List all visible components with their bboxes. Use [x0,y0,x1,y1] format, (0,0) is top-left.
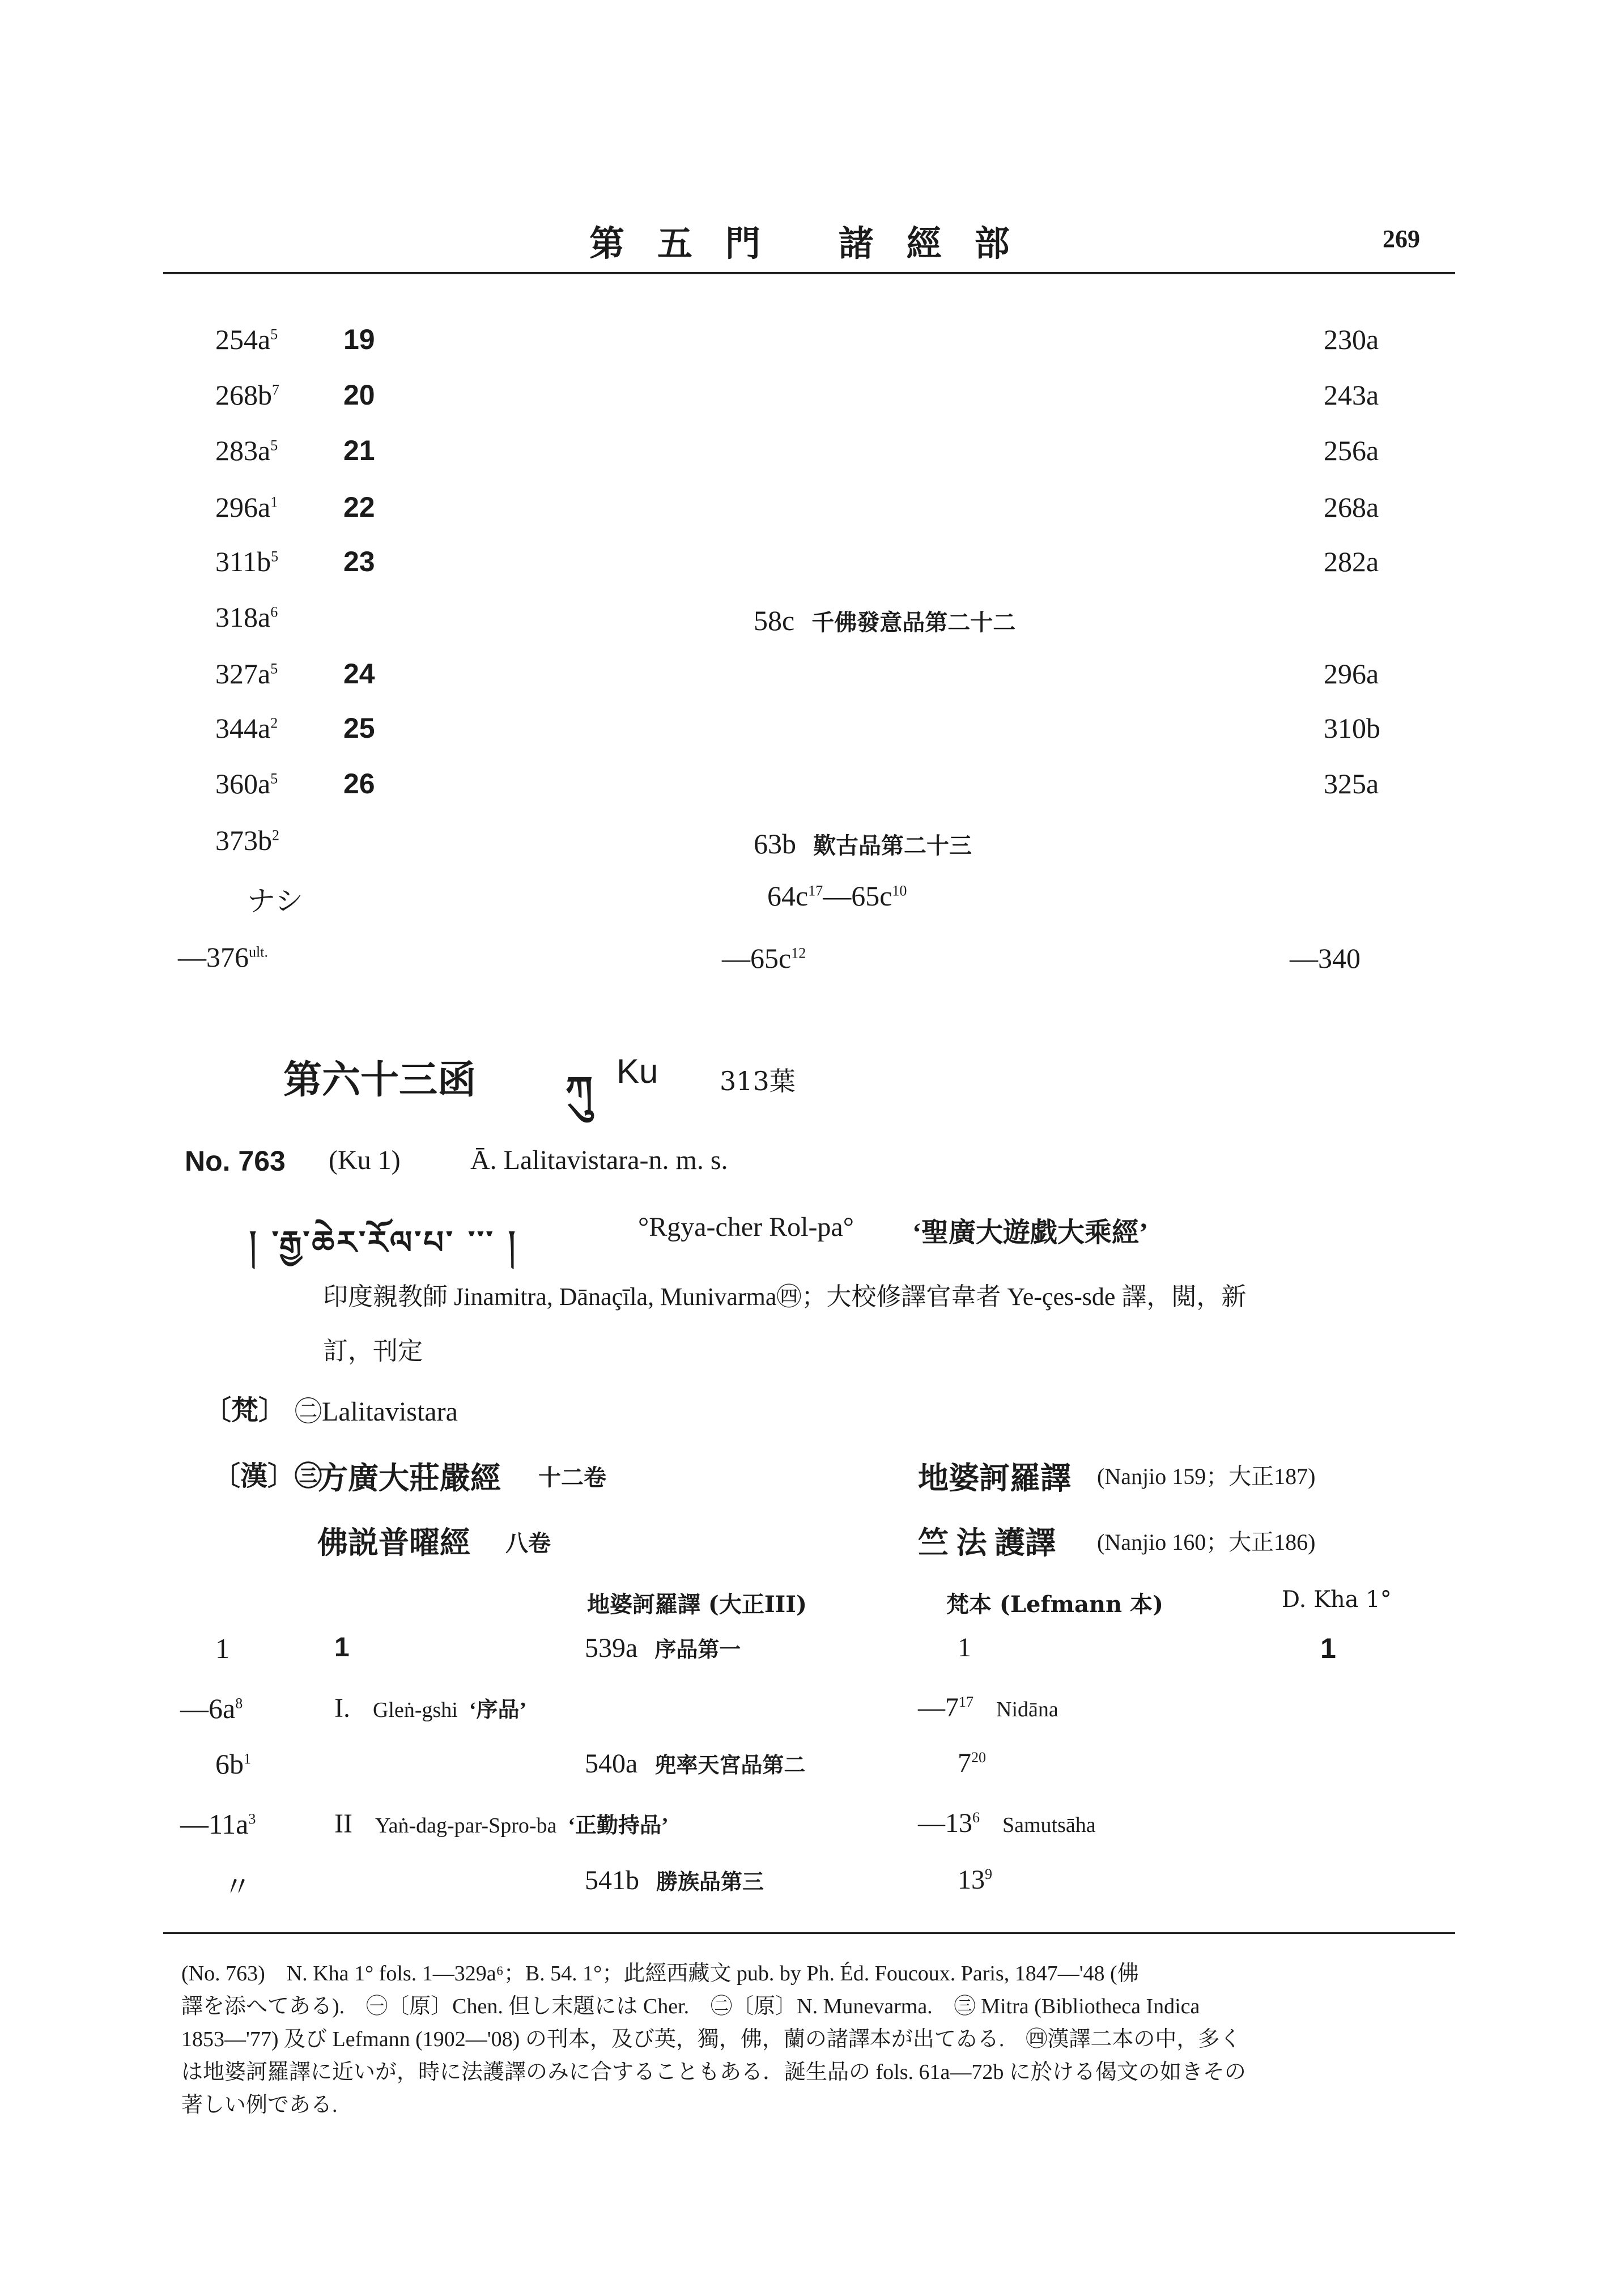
sanskrit-ref-number: —13 [918,1808,972,1838]
top-row-folio-superscript: 5 [271,548,279,565]
top-row-derge: 268a [1324,491,1379,523]
concordance-folio [215,1747,251,1780]
chapter-number: II [334,1809,352,1839]
end-row-folio [178,941,268,973]
chapter-japanese-name: ‘序品’ [469,1698,527,1722]
concordance-sanskrit-ref [958,1632,971,1663]
top-row-folio [215,323,278,356]
top-row-folio [215,657,278,690]
top-row-folio-superscript: 5 [270,326,278,343]
chapter-number: I. [334,1693,350,1723]
chinese-ref-number: 58c [754,605,795,636]
chinese-chapter-title: 序品第一 [654,1638,741,1662]
translators-line-1: 印度親教師 Jinamitra, Dānaçīla, Munivarma㊃；大校修譯官韋者 Ye-çes-sde 譯，閲，新 [323,1283,1247,1311]
top-row-folio-value: 296a [215,491,271,523]
chinese-chapter-title: 勝族品第三 [656,1870,764,1894]
han1-title: 方廣大莊嚴經 [317,1461,501,1495]
entry-number: No. 763 [185,1145,286,1177]
sanskrit-ref-number: 13 [958,1865,985,1895]
top-row-chapter: 25 [343,712,375,744]
top-row-derge: 310b [1324,712,1380,744]
top-row-folio-superscript: 5 [270,660,278,677]
top-row-folio [215,491,278,524]
top-row-chinese-ref [754,827,972,860]
top-row-folio-value: 327a [215,658,271,690]
top-row-folio-superscript: 1 [270,494,278,511]
top-row-folio-value: 344a [215,712,271,744]
sanskrit-ref-superscript: 20 [971,1749,986,1766]
concordance-derge-ref: 1 [1320,1632,1336,1664]
han2-title: 佛説普曜經 [317,1526,470,1560]
top-row-folio [215,545,278,578]
concordance-chinese-ref [585,1632,741,1664]
concordance-folio [180,1808,256,1840]
top-row-folio-value: 360a [215,768,271,800]
top-row-chapter: 24 [343,658,375,690]
top-row-folio-value: 254a [215,324,271,355]
chinese-ref-number: 541b [585,1865,639,1895]
sanskrit-ref-superscript: 17 [959,1694,973,1710]
top-row-derge: 282a [1324,546,1379,577]
top-row-chapter: 21 [343,435,375,466]
han2-reference: (Nanjio 160；大正186) [1097,1529,1316,1555]
footnote-rule [163,1932,1455,1934]
concordance-folio-superscript: 3 [248,1810,256,1827]
concordance-chapter [334,1632,350,1663]
footnote-line-3: 1853—'77) 及び Lefmann (1902—'08) の刊本，及び英，獨，佛，蘭の諸譯本が出てゐる. ㊃漢譯二本の中，多く [181,2027,1242,2051]
top-row-derge: 325a [1324,768,1379,800]
nashi-range-b: 65c [851,880,892,912]
footnote-line-2: 譯を添へてある). ㊀〔原〕Chen. 但し末題には Cher. ㊁〔原〕N. Munevarma. ㊂ Mitra (Bibliotheca Indica [181,1995,1200,2018]
volume-latin: Ku [617,1052,658,1090]
han2-volumes: 八卷 [505,1530,551,1556]
end-row-chinese-ref [722,942,806,975]
top-row-folio [215,379,279,411]
top-row-folio [215,767,278,800]
top-row-folio [215,434,278,467]
nashi-range-a-sup: 17 [808,882,823,899]
nashi-range [767,879,907,912]
top-row-folio-superscript: 2 [270,715,278,732]
chinese-ref-number: 539a [585,1633,638,1663]
chinese-ref-number: 540a [585,1749,638,1779]
top-row-derge: 256a [1324,435,1379,466]
han1-translator: 地婆訶羅譯 [918,1461,1071,1495]
top-row-folio-superscript: 6 [270,603,278,620]
top-row-chapter: 23 [343,546,375,577]
top-row-chapter: 26 [343,768,375,800]
concordance-folio [180,1692,243,1725]
chinese-title: ‘聖廣大遊戯大乘經’ [912,1218,1148,1248]
concordance-sanskrit-ref [958,1864,992,1895]
chinese-chapter-title: 歎古品第二十三 [813,833,972,858]
nashi-label: ナシ [247,885,303,917]
sanskrit-ref-number: —7 [918,1693,959,1723]
top-row-chapter: 19 [343,324,375,355]
sanskrit-ref-superscript: 6 [972,1809,980,1826]
header-rule [163,272,1455,274]
top-row-folio-superscript: 2 [272,827,279,844]
tibetan-ku-letter: ཀུ [566,1069,593,1113]
top-row-folio-superscript: 5 [270,437,278,454]
top-row-chapter: 20 [343,379,375,411]
concordance-folio-value: 〃 [223,1871,252,1903]
sanskrit-ref-superscript: 9 [985,1866,992,1882]
concordance-folio [223,1864,252,1905]
concordance-sanskrit-ref [918,1692,1058,1723]
top-row-chinese-ref [754,604,1015,637]
sanskrit-ref-number: 1 [958,1632,971,1663]
concordance-folio [215,1632,229,1665]
concordance-chinese-ref [585,1747,805,1779]
footnote-line-1: (No. 763) N. Kha 1° fols. 1—329a⁶；B. 54. 1°；此經西藏文 pub. by Ph. Éd. Foucoux. Paris, 1847—'48 (佛 [181,1962,1139,1985]
sanskrit-chapter-name: Samutsāha [1002,1813,1096,1837]
chinese-chapter-title: 千佛發意品第二十二 [811,610,1016,635]
top-row-folio-value: 318a [215,601,271,633]
page-header-title: 第五門 諸經部 [589,223,1043,264]
top-row-derge: 243a [1324,379,1379,411]
top-row-folio-value: 373b [215,824,272,856]
nashi-range-dash: — [823,880,852,912]
end-row-chinese-ref-value: —65c [722,942,792,974]
concordance-folio-value: 6b [215,1748,244,1780]
top-row-folio-value: 311b [215,546,271,577]
chinese-ref-number: 63b [754,828,796,860]
sanskrit-chapter-name: Nidāna [996,1698,1058,1721]
footnote-line-5: 著しい例である. [181,2093,338,2117]
han2-translator: 竺 法 護譯 [918,1526,1056,1560]
top-row-derge: 230a [1324,324,1379,355]
top-row-derge: 296a [1324,658,1379,690]
chapter-number: 1 [334,1632,350,1663]
nashi-range-b-sup: 10 [892,882,907,899]
concordance-folio-value: —11a [180,1808,249,1840]
top-row-folio-value: 283a [215,435,271,466]
concordance-folio-superscript: 1 [244,1750,251,1767]
end-row-chinese-ref-superscript: 12 [791,945,806,962]
top-row-folio-superscript: 7 [272,381,279,398]
top-row-folio [215,601,278,633]
top-row-folio [215,824,279,857]
han1-volumes: 十二卷 [538,1465,606,1490]
nashi-range-a: 64c [767,880,809,912]
chapter-tibetan-name: Yaṅ-dag-par-Spro-ba [375,1814,557,1838]
tibetan-romanized: °Rgya-cher Rol-pa° [638,1212,854,1242]
tibetan-title: ། ་རྒྱ་ཆེར་རོལ་པ་ ་་་ ། [249,1224,518,1261]
chinese-versions-label: 〔漢〕㊂ [213,1461,322,1491]
end-row-derge: —340 [1290,942,1361,974]
volume-heading: 第六十三函 [283,1058,477,1103]
concordance-sanskrit-ref [918,1808,1096,1839]
concordance-sanskrit-ref [958,1747,986,1779]
top-row-folio-superscript: 5 [270,770,278,787]
sanskrit-ref-number: 7 [958,1748,971,1778]
top-row-chapter: 22 [343,491,375,523]
concordance-chinese-ref [585,1864,764,1896]
page-number: 269 [1383,225,1420,253]
end-row-folio-value: —376 [178,941,249,973]
han1-reference: (Nanjio 159；大正187) [1097,1464,1316,1489]
volume-leaves: 313葉 [720,1066,796,1096]
entry-ku-ref: (Ku 1) [329,1145,401,1175]
top-row-folio [215,712,278,745]
chapter-japanese-name: ‘正勤持品’ [568,1814,669,1838]
chinese-chapter-title: 兜率天宮品第二 [654,1754,806,1778]
end-row-folio-superscript: ult. [249,943,268,960]
concordance-folio-value: 1 [215,1632,229,1664]
sanskrit-value: ㊁Lalitavistara [295,1397,458,1427]
concordance-folio-value: —6a [180,1693,236,1724]
translators-line-2: 訂，刊定 [323,1337,423,1365]
concordance-header-chinese: 地婆訶羅譯 (大正III) [587,1591,807,1618]
footnote-line-4: は地婆訶羅譯に近いが，時に法護譯のみに合することもある．誕生品の fols. 61a—72b に於ける偈文の如きその [181,2060,1246,2084]
chapter-tibetan-name: Gleṅ-gshi [372,1698,458,1722]
top-row-folio-value: 268b [215,379,272,411]
sanskrit-label: 〔梵〕 [204,1396,286,1426]
concordance-folio-superscript: 8 [235,1695,243,1712]
concordance-header-sanskrit: 梵本 (Lefmann 本) [946,1591,1163,1618]
concordance-chapter [334,1808,669,1839]
concordance-header-derge: D. Kha 1° [1282,1587,1392,1613]
entry-sanskrit-title: Ā. Lalitavistara-n. m. s. [470,1145,728,1175]
concordance-chapter [334,1692,526,1724]
